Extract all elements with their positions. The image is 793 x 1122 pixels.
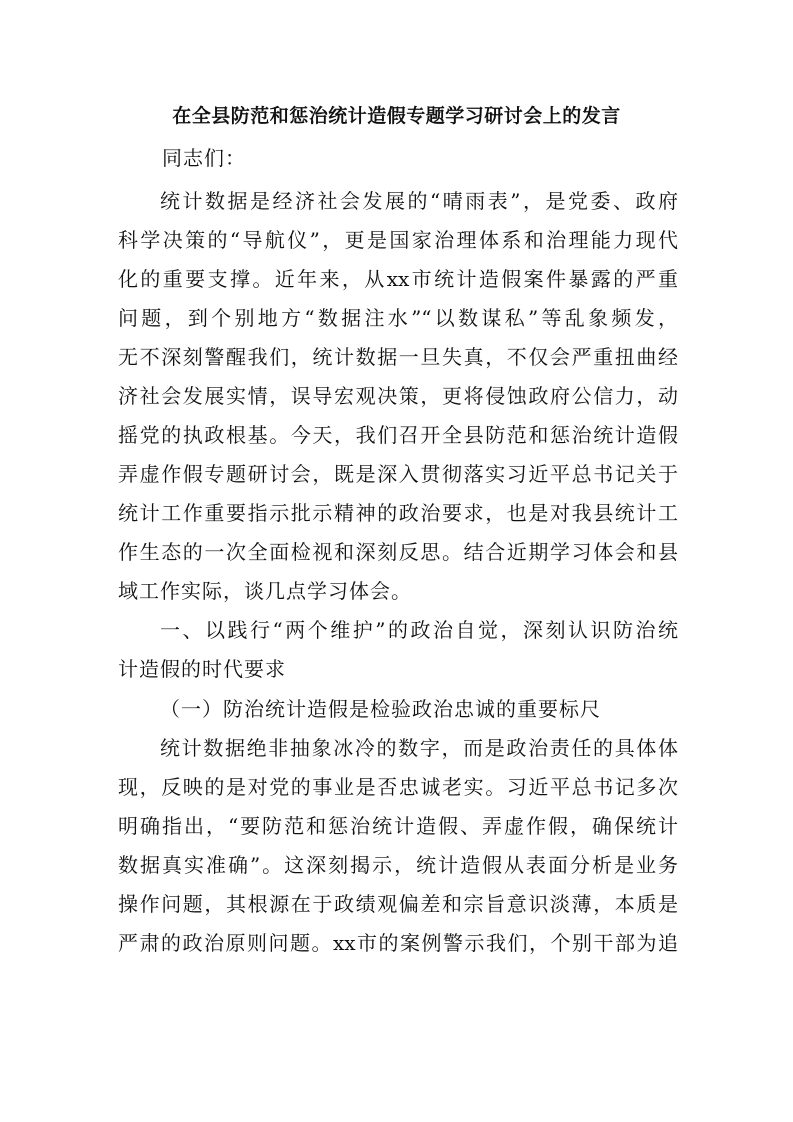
document-title: 在全县防范和惩治统计造假专题学习研讨会上的发言 <box>172 105 621 127</box>
paragraph-line: 统计数据绝非抽象冰冷的数字，而是政治责任的具体体 <box>160 736 678 760</box>
paragraph-line: 统计工作重要指示批示精神的政治要求，也是对我县统计工 <box>118 501 678 525</box>
paragraph-line: 操作问题，其根源在于政绩观偏差和宗旨意识淡薄，本质是 <box>118 892 678 916</box>
paragraph-line: 摇党的执政根基。今天，我们召开全县防范和惩治统计造假 <box>118 423 678 447</box>
paragraph-line: 作生态的一次全面检视和深刻反思。结合近期学习体会和县 <box>118 540 678 564</box>
paragraph-line: 问题，到个别地方“数据注水”“以数谋私”等乱象频发， <box>118 306 678 330</box>
paragraph-line: 统计数据是经济社会发展的“晴雨表”，是党委、政府 <box>160 189 678 213</box>
paragraph-line: 弄虚作假专题研讨会，既是深入贯彻落实习近平总书记关于 <box>118 462 678 486</box>
paragraph-line: 数据真实准确”。这深刻揭示，统计造假从表面分析是业务 <box>118 853 678 877</box>
paragraph-line: 科学决策的“导航仪”，更是国家治理体系和治理能力现代 <box>118 228 678 252</box>
section-heading-line: 计造假的时代要求 <box>118 657 286 681</box>
paragraph-line: 明确指出，“要防范和惩治统计造假、弄虚作假，确保统计 <box>118 814 678 838</box>
paragraph-line: 现，反映的是对党的事业是否忠诚老实。习近平总书记多次 <box>118 775 678 799</box>
salutation: 同志们： <box>162 146 246 170</box>
paragraph-line: 化的重要支撑。近年来，从xx市统计造假案件暴露的严重 <box>118 267 678 291</box>
paragraph-line: 济社会发展实情，误导宏观决策，更将侵蚀政府公信力，动 <box>118 384 678 408</box>
paragraph-line: 无不深刻警醒我们，统计数据一旦失真，不仅会严重扭曲经 <box>118 345 678 369</box>
paragraph-line: 严肃的政治原则问题。xx市的案例警示我们，个别干部为追 <box>118 931 678 955</box>
subsection-heading: （一）防治统计造假是检验政治忠诚的重要标尺 <box>160 697 601 721</box>
paragraph-line: 域工作实际，谈几点学习体会。 <box>118 579 412 603</box>
section-heading-line: 一、以践行“两个维护”的政治自觉，深刻认识防治统 <box>160 618 678 642</box>
